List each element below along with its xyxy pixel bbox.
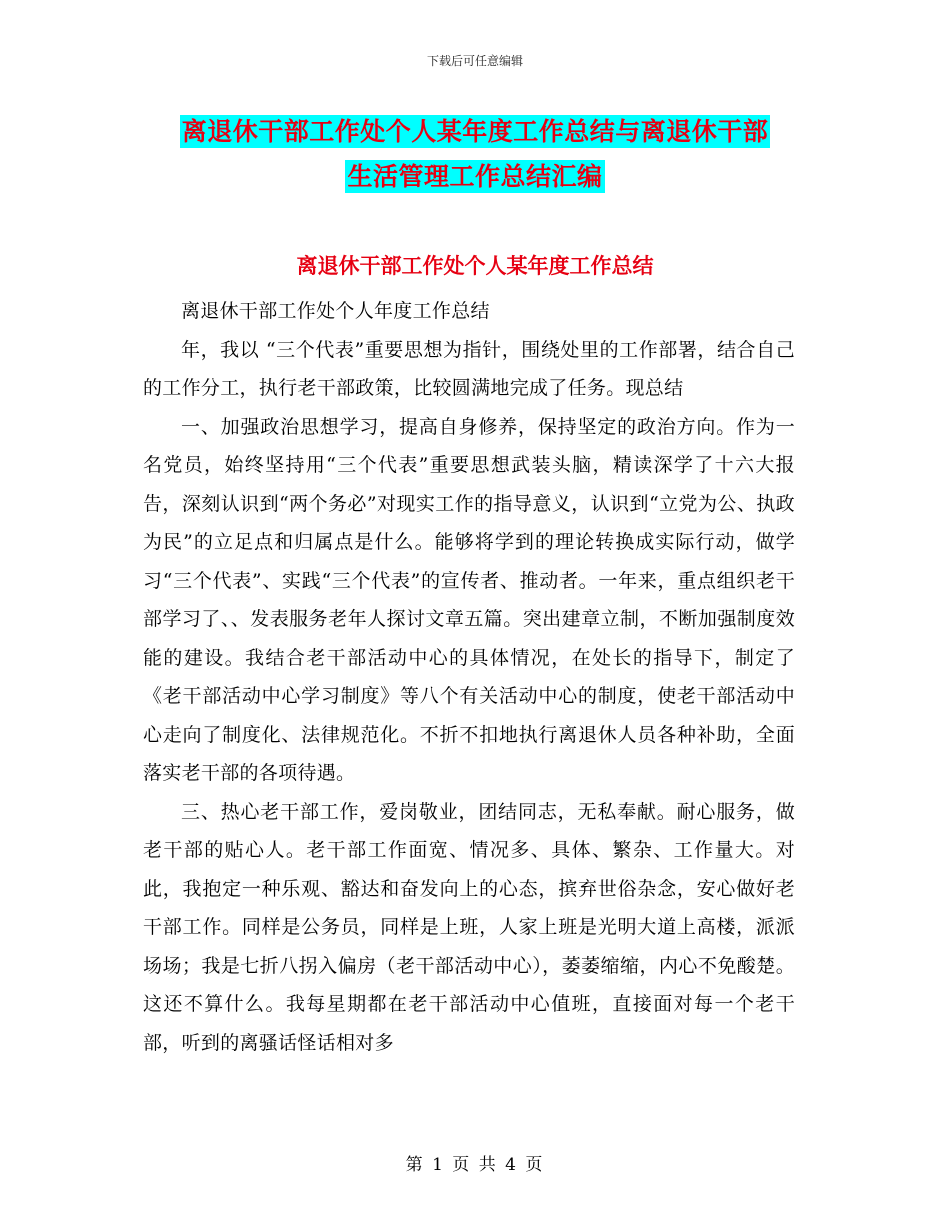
paragraph-subtitle: 离退休干部工作处个人年度工作总结 [181, 300, 490, 322]
main-title-line-1-text: 离退休干部工作处个人某年度工作总结与离退休干部 [181, 117, 769, 146]
main-title-line-2-text: 生活管理工作总结汇编 [347, 162, 603, 191]
page-footer: 第 1 页 共 4 页 [405, 1155, 545, 1175]
section-title: 离退休干部工作处个人某年度工作总结 [296, 254, 654, 278]
paragraph-intro: 年，我以 “三个代表”重要思想为指针，围绕处里的工作部署，结合自己的工作分工，执行老干部政策，比较圆满地完成了任务。现总结 [143, 338, 795, 399]
paragraph-section-one: 一、加强政治思想学习，提高自身修养，保持坚定的政治方向。作为一名党员，始终坚持用“三个代表”重要思想武装头脑，精读深学了十六大报告，深刻认识到“两个务必”对现实工作的指导意义，认识到“立党为公、执政为民”的立足点和归属点是什么。能够将学到的理论转换成实际行动，做学习“三个代表”、实践“三个代表”的宣传者、推动者。一年来，重点组织老干部学习了、、发表服务老年人探讨文章五篇。突出建章立制，不断加强制度效能的建设。我结合老干部活动中心的具体情况，在处长的指导下，制定了《老干部活动中心学习制度》等八个有关活动中心的制度，使老干部活动中心走向了制度化、法律规范化。不折不扣地执行离退休人员各种补助，全面落实老干部的各项待遇。 [143, 415, 795, 784]
header-note: 下载后可任意编辑 [426, 54, 523, 68]
paragraph-section-three: 三、热心老干部工作，爱岗敬业，团结同志，无私奉献。耐心服务，做老干部的贴心人。老干部工作面宽、情况多、具体、繁杂、工作量大。对此，我抱定一种乐观、豁达和奋发向上的心态，摈弃世俗杂念，安心做好老干部工作。同样是公务员，同样是上班，人家上班是光明大道上高楼，派派场场；我是七折八拐入偏房（老干部活动中心），萎萎缩缩，内心不免酸楚。这还不算什么。我每星期都在老干部活动中心值班，直接面对每一个老干部，听到的离骚话怪话相对多 [143, 800, 795, 1054]
main-title-line-2 [0, 157, 950, 193]
document-body [143, 292, 795, 1062]
main-title-line-1 [0, 112, 950, 148]
